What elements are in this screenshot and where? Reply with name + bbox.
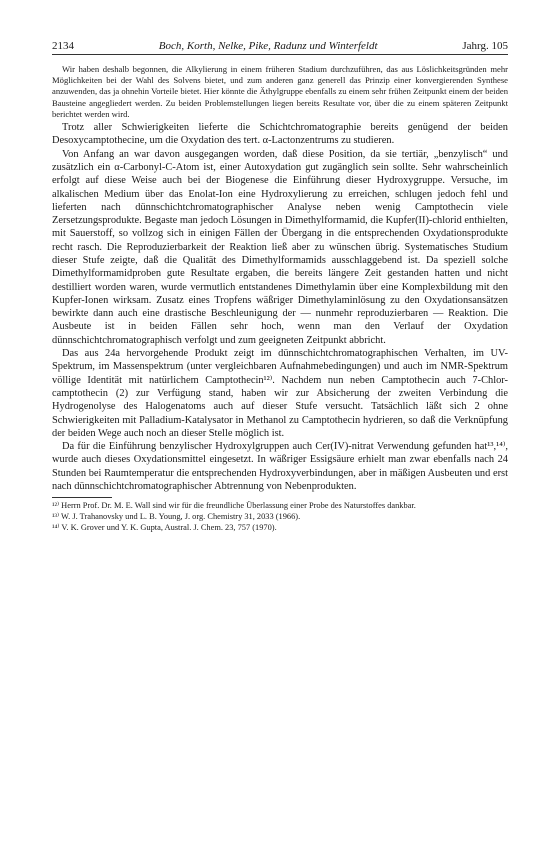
footnote-divider (52, 497, 112, 498)
journal-volume: Jahrg. 105 (462, 40, 508, 52)
footnote: ¹³⁾ W. J. Trahanovsky und L. B. Young, J. org. Chemistry 31, 2033 (1966). (52, 511, 301, 521)
paragraph: Das aus 24a hervorgehende Produkt zeigt im dünnschichtchromatographischen Verhalten, im UV-Spektrum, im Massenspektrum (unter vergleichbaren Aufnahmebedingungen) und auch im NMR-Spektrum völlige Identität mit natürlichem Camptothecin¹²⁾. Nachdem nun neben Camptothecin auch 7-Chlor-camptothecin (2) zur Verfügung stand, haben wir zur Absicherung der zweiten Verbindung die Hydrogenolyse des Halogenatoms auch auf dieser Stufe versucht. Tatsächlich läßt sich 2 ohne Schwierigkeiten mit Palladium-Katalysator in Methanol zu Camptothecin hydrieren, so daß die Verknüpfung der beiden Wege auch noch an dieser Stelle möglich ist. (52, 348, 508, 439)
paragraph-intro: Wir haben deshalb begonnen, die Alkylierung in einem früheren Stadium durchzuführen, das aus Löslichkeitsgründen mehr Möglichkeiten bei der Wahl des Solvens bietet, und zum anderen ganz generell das Prinzip einer konvergierenden Synthese anzuwenden, das ja ohnehin Vorteile bietet. Hier könnte die Äthylgruppe ebenfalls zu einem sehr frühen Zeitpunkt einem der beiden Bausteine angegliedert werden. Zu beiden Problemstellungen liegen bereits Resultate vor, über die zu einem späteren Zeitpunkt berichtet werden wird. (52, 64, 508, 119)
paper-page (52, 40, 508, 533)
running-head-authors: Boch, Korth, Nelke, Pike, Radunz und Winterfeldt (158, 40, 378, 52)
paragraph: Trotz aller Schwierigkeiten lieferte die Schichtchromatographie bereits genügend der beiden Desoxycamptothecine, um die Oxydation des tert. α-Lactonzentrums zu studieren. (52, 122, 508, 147)
page-number: 2134 (52, 40, 74, 52)
footnote: ¹⁴⁾ V. K. Grover und Y. K. Gupta, Austral. J. Chem. 23, 757 (1970). (52, 522, 277, 532)
footnote: ¹²⁾ Herrn Prof. Dr. M. E. Wall sind wir für die freundliche Überlassung einer Probe des Naturstoffes dankbar. (52, 501, 416, 511)
paragraph: Von Anfang an war davon ausgegangen worden, daß diese Position, da sie tertiär, „benzylisch“ und zusätzlich ein α-Carbonyl-C-Atom ist, einer Autoxydation gut zugänglich sein sollte. Sehr wahrscheinlich erfolgt auf diese Weise auch bei der Biogenese die Einführung dieser Hydroxygruppe. Versuche, im alkalischen Medium über das Enolat-Ion eine Hydroxylierung zu erreichen, schlugen jedoch fehl und lieferten nach dünnschichtchromatographischer Analyse neben wenig Camptothecin viele Zersetzungsprodukte. Begaste man jedoch Lösungen in Dimethylformamid, die Kupfer(II)-chlorid enthielten, mit Sauerstoff, so vollzog sich in einigen Fällen der Übergang in die entsprechenden Oxydationsprodukte recht rasch. Die Reproduzierbarkeit der Reaktion ließ aber zu wünschen übrig. Systematisches Studium dieser Stufe zeigte, daß die Qualität des Dimethylformamids ausschlaggebend ist. Da speziell solche Dimethylformamidproben gute Resultate ergaben, die bereits längere Zeit gestanden hatten und nicht destilliert worden waren, wurde vermutlich entstandenes Dimethylamin über eine Komplexbildung mit den Kupfer-Ionen wirksam. Zusatz eines Tropfens wäßriger Dimethylaminlösung zu den Oxydationsansätzen bewirkte dann auch eine drastische Beschleunigung der — nunmehr reproduzierbaren — Reaktion. Die Ausbeute ist in beiden Fällen sehr hoch, wenn man den Verlauf der Oxydation dünnschichtchromatographisch verfolgt und zum geeigneten Zeitpunkt abbricht. (52, 148, 508, 346)
paragraph: Da für die Einführung benzylischer Hydroxylgruppen auch Cer(IV)-nitrat Verwendung gefunden hat¹³,¹⁴⁾, wurde auch dieses Oxydationsmittel eingesetzt. In wäßriger Essigsäure erhielt man zwar ebenfalls nach 24 Stunden bei Raumtemperatur die entsprechenden Hydroxyverbindungen, aber in mäßigen Ausbeuten und erst nach dünnschichtchromatographischer Abtrennung von Nebenprodukten. (52, 441, 508, 493)
running-head (52, 40, 508, 55)
